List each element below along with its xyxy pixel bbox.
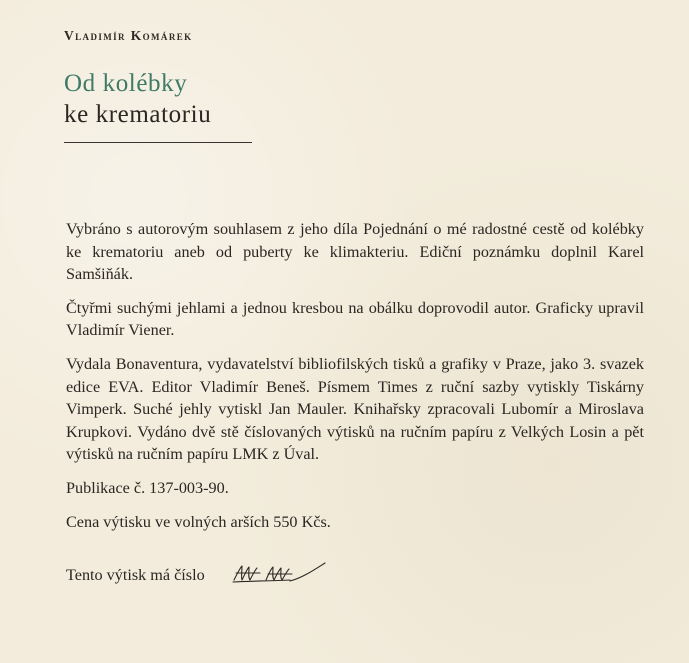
paragraph-price: Cena výtisku ve volných arších 550 Kčs. bbox=[66, 512, 331, 531]
title-underline bbox=[64, 142, 252, 143]
paragraph-publication-number: Publikace č. 137-003-90. bbox=[66, 478, 229, 497]
paragraph-illustrations: Čtyřmi suchými jehlami a jednou kresbou na obálku doprovodil autor. Graficky upravil Vladimír Viener. bbox=[66, 298, 644, 340]
copy-number-line bbox=[66, 564, 205, 587]
book-title-line-2: ke krematoriu bbox=[64, 101, 212, 128]
book-title-line-1: Od kolébky bbox=[64, 70, 188, 97]
paragraph-selection-note: Vybráno s autorovým souhlasem z jeho díla Pojednání o mé radostné cestě od kolébky ke krematoriu aneb od puberty ke klimakteriu. Ediční poznámku doplnil Karel Samšiňák. bbox=[66, 220, 644, 284]
paragraph-publisher: Vydala Bonaventura, vydavatelství bibliofilských tisků a grafiky v Praze, jako 3. svazek edice EVA. Editor Vladimír Beneš. Písmem Times z ruční sazby vytiskly Tiskárny Vimperk. Suché jehly vytiskl Jan Mauler. Knihařsky zpracovali Lubomír a Miroslava Krupkovi. Vydáno dvě stě číslovaných výtisků na ručním papíru z Velkých Losin a pět výtisků na ručním papíru LMK z Úval. bbox=[66, 354, 644, 464]
handwritten-copy-number bbox=[230, 560, 330, 586]
colophon-text bbox=[66, 218, 644, 544]
copy-number-label: Tento výtisk má číslo bbox=[66, 566, 205, 584]
author-name: Vladimír Komárek bbox=[64, 28, 193, 43]
